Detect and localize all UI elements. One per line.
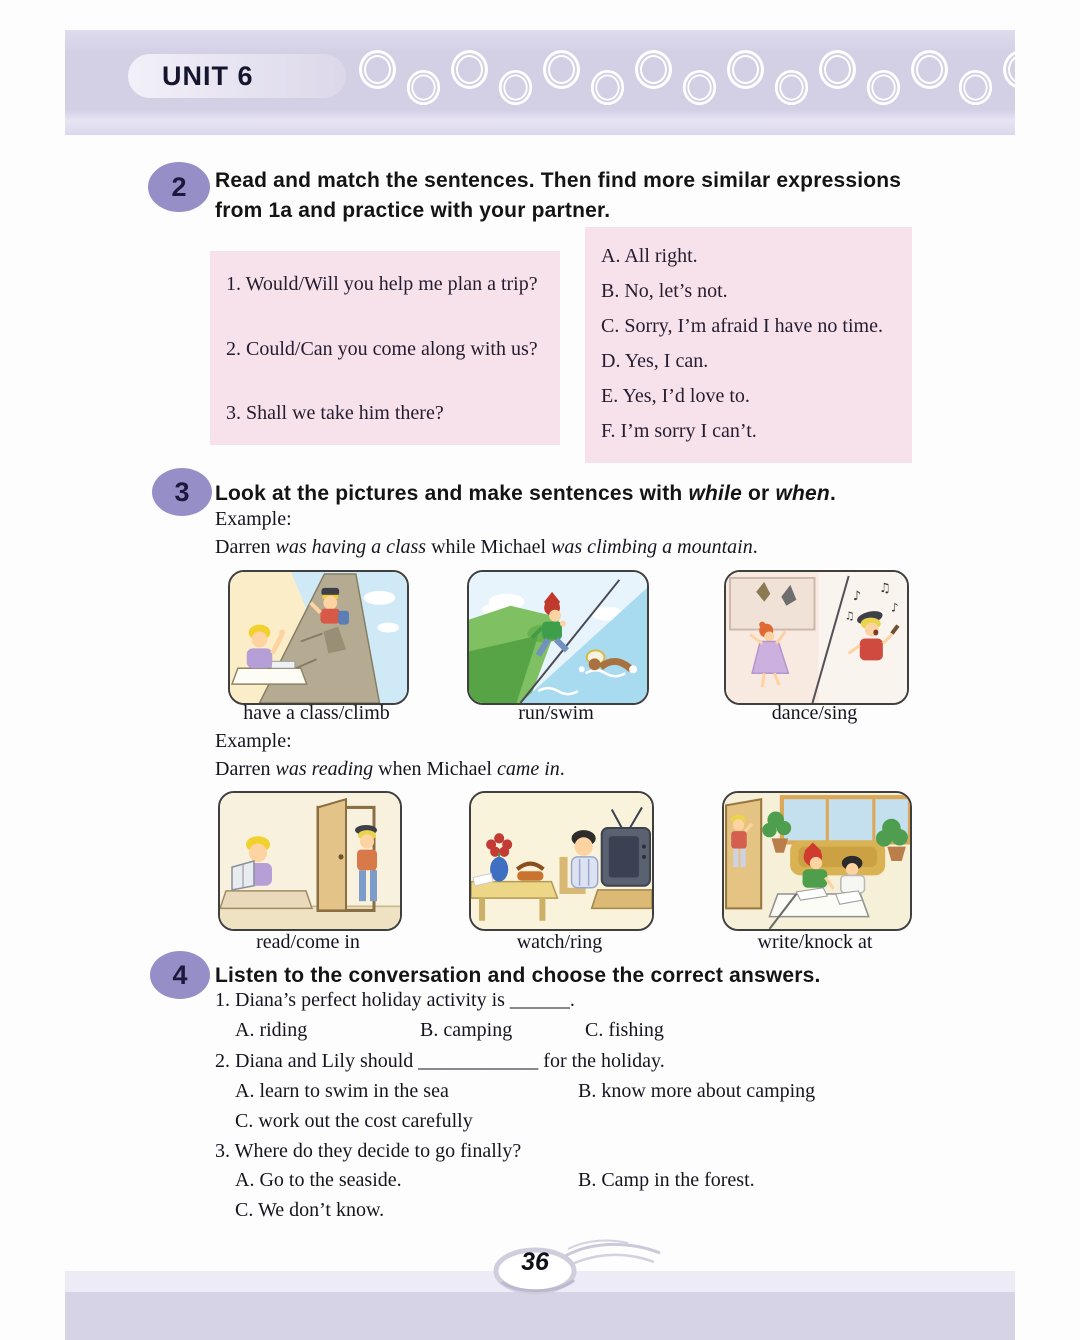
sentence-text: Darren: [215, 758, 276, 780]
sentence-italic: was having a class: [275, 536, 427, 558]
ring-icon: [407, 70, 440, 105]
answer-item: C. Sorry, I’m afraid I have no time.: [601, 315, 883, 337]
answer-item: F. I’m sorry I can’t.: [601, 420, 757, 442]
question-3-option-c: C. We don’t know.: [235, 1199, 385, 1221]
picture-caption: write/knock at: [757, 931, 873, 953]
picture-caption: have a class/climb: [243, 702, 390, 724]
question-2-option-a: A. learn to swim in the sea: [235, 1080, 449, 1102]
sentence-text: .: [559, 758, 565, 780]
sentence-text: while Michael: [426, 536, 552, 558]
question-2-option-b: B. know more about camping: [578, 1080, 816, 1102]
picture-write-knock-at: [722, 791, 912, 931]
question-3-option-b: B. Camp in the forest.: [578, 1169, 755, 1191]
question-item: 3. Shall we take him there?: [226, 402, 444, 424]
unit-header-band: [65, 30, 1015, 135]
ring-icon: [451, 50, 488, 89]
sentence-text: Darren: [215, 536, 276, 558]
svg-text:♪: ♪: [852, 588, 862, 604]
ring-icon: [911, 50, 948, 89]
question-1-option-b: B. camping: [420, 1019, 513, 1041]
example-sentence: [215, 536, 758, 559]
question-1-option-c: C. fishing: [585, 1019, 664, 1041]
question-3-option-a: A. Go to the seaside.: [235, 1169, 402, 1191]
title-text: or: [741, 482, 776, 505]
exercise2-number-badge: 2: [148, 162, 210, 212]
answer-item: E. Yes, I’d love to.: [601, 385, 750, 407]
svg-text:♪: ♪: [890, 600, 899, 615]
exercise4-title: Listen to the conversation and choose the correct answers.: [215, 964, 821, 987]
ring-icon: [683, 70, 716, 105]
ring-icon: [359, 50, 396, 89]
ring-icon: [959, 70, 992, 105]
title-text: Look at the pictures and make sentences with: [215, 482, 689, 505]
exercise2-questions-box: [210, 251, 560, 445]
picture-run-swim: [467, 570, 649, 705]
example-label: Example:: [215, 730, 292, 752]
sentence-italic: came in: [497, 758, 560, 780]
question-3: 3. Where do they decide to go finally?: [215, 1140, 522, 1162]
example-sentence: [215, 758, 565, 781]
exercise4-number-badge: 4: [150, 951, 210, 999]
decorative-rings: [359, 48, 1015, 87]
exercise2-title: Read and match the sentences. Then find more similar expressions from 1a and practice with your partner.: [215, 169, 902, 222]
picture-caption: watch/ring: [516, 931, 603, 953]
svg-text:♫: ♫: [844, 609, 855, 623]
picture-read-come-in: [218, 791, 402, 931]
question-1-option-a: A. riding: [235, 1019, 308, 1041]
unit-title: UNIT 6: [128, 54, 346, 98]
answer-item: A. All right.: [601, 245, 698, 267]
ring-icon: [591, 70, 624, 105]
title-text: .: [829, 482, 836, 505]
answer-item: B. No, let’s not.: [601, 280, 728, 302]
question-2-option-c: C. work out the cost carefully: [235, 1110, 473, 1132]
page-number: 36: [521, 1248, 549, 1276]
sentence-text: when Michael: [373, 758, 497, 780]
question-1: 1. Diana’s perfect holiday activity is ______.: [215, 989, 575, 1011]
svg-text:♫: ♫: [878, 580, 891, 596]
exercise2-answers-box: [585, 227, 912, 463]
ring-icon: [775, 70, 808, 105]
question-2: 2. Diana and Lily should ____________ for the holiday.: [215, 1050, 665, 1072]
ring-icon: [543, 50, 580, 89]
question-item: 2. Could/Can you come along with us?: [226, 337, 538, 360]
example-label: Example:: [215, 508, 292, 530]
ring-icon: [727, 50, 764, 89]
title-italic: while: [688, 482, 742, 505]
ring-icon: [499, 70, 532, 105]
picture-caption: dance/sing: [771, 702, 858, 724]
exercise3-number-badge: 3: [152, 468, 212, 516]
picture-caption: run/swim: [518, 702, 594, 724]
picture-have-a-class-climb: [228, 570, 409, 705]
picture-watch-ring: [469, 791, 654, 931]
exercise3-title: [215, 479, 836, 509]
answer-item: D. Yes, I can.: [601, 350, 709, 372]
picture-dance-sing: [724, 570, 909, 705]
ring-icon: [819, 50, 856, 89]
question-item: 1. Would/Will you help me plan a trip?: [226, 273, 538, 295]
ring-icon: [635, 50, 672, 89]
ring-icon: [867, 70, 900, 105]
title-italic: when: [775, 482, 830, 505]
sentence-text: .: [752, 536, 758, 558]
ring-icon: [1003, 50, 1015, 89]
sentence-italic: was climbing a mountain: [551, 536, 753, 558]
picture-caption: read/come in: [256, 931, 360, 953]
sentence-italic: was reading: [275, 758, 374, 780]
